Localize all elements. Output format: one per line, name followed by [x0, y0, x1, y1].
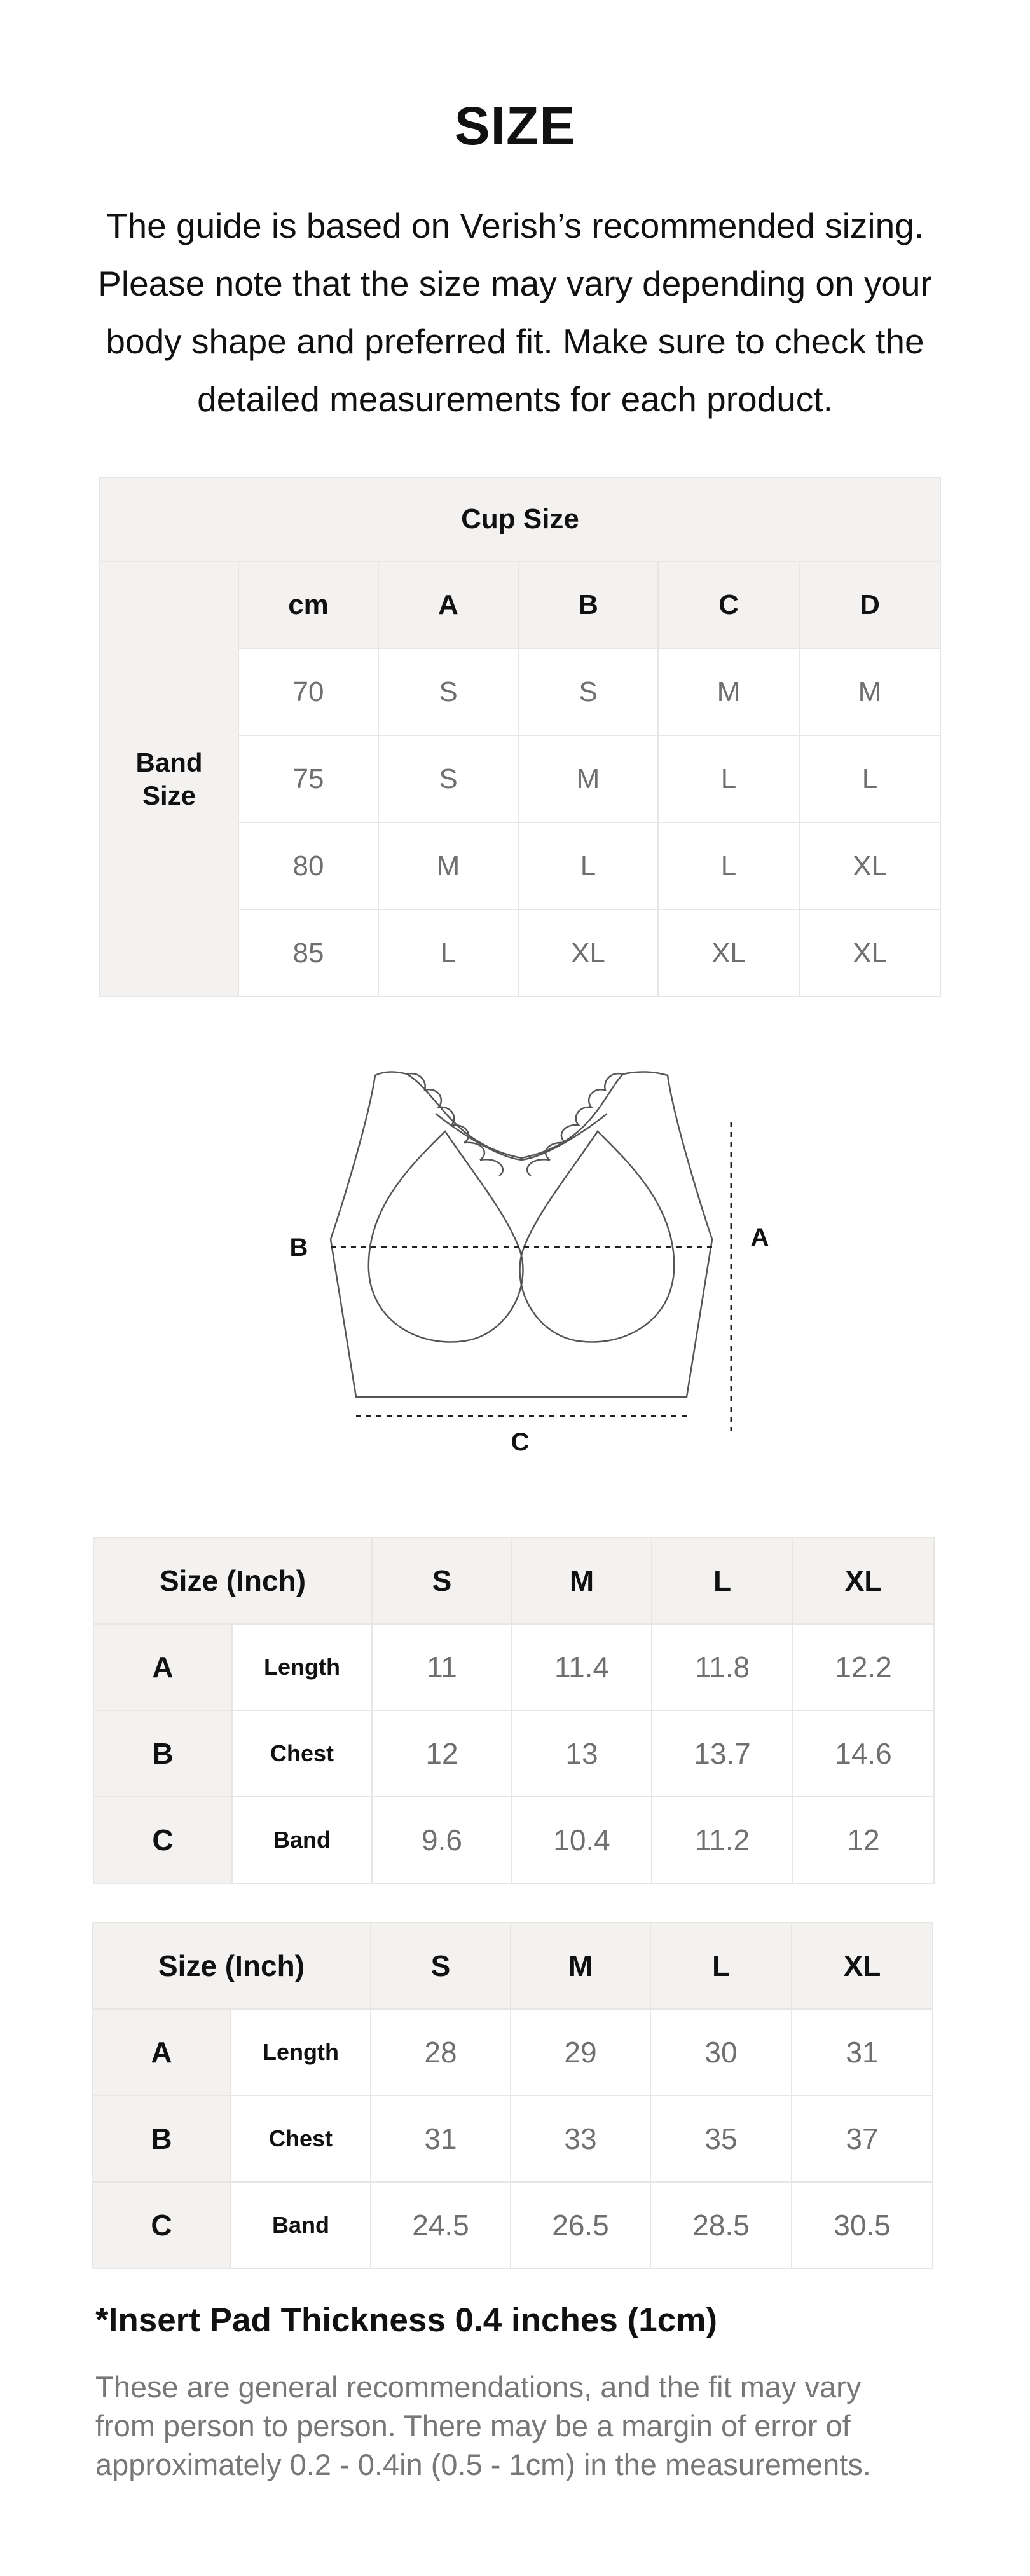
measure-value: 11.8: [652, 1624, 793, 1710]
size-cell: XL: [518, 910, 658, 997]
lace-edge-right: [527, 1073, 623, 1176]
measure-value: 31: [371, 2096, 511, 2182]
measure-key: A: [93, 1624, 232, 1710]
measure-value: 13: [512, 1710, 652, 1797]
measure-value: 11: [372, 1624, 512, 1710]
measure-value: 12.2: [793, 1624, 934, 1710]
size-cell: L: [658, 822, 799, 910]
measure-key: C: [92, 2182, 231, 2268]
garment-diagram: [0, 1055, 1030, 1462]
measure-value: 9.6: [372, 1797, 512, 1883]
band-value: 85: [238, 910, 378, 997]
table-row: [93, 1624, 934, 1710]
measure-value: 11.2: [652, 1797, 793, 1883]
size-header: XL: [793, 1537, 934, 1624]
measure-value: 12: [372, 1710, 512, 1797]
unit-header: cm: [238, 561, 378, 648]
size-cell: L: [518, 822, 658, 910]
size-cell: XL: [658, 910, 799, 997]
measure-key: B: [93, 1710, 232, 1797]
measure-value: 29: [511, 2009, 650, 2096]
measure-value: 24.5: [371, 2182, 511, 2268]
size-header: L: [652, 1537, 793, 1624]
size-cell: M: [658, 648, 799, 735]
measure-value: 11.4: [512, 1624, 652, 1710]
label-c: C: [511, 1428, 530, 1456]
disclaimer-line: from person to person. There may be a margin of error of: [95, 2409, 851, 2443]
measure-value: 12: [793, 1797, 934, 1883]
measurement-table-1: [93, 1537, 935, 1884]
intro-text: [70, 197, 960, 428]
measure-name: Band: [231, 2182, 371, 2268]
measurement-table-2: [92, 1922, 933, 2269]
label-a: A: [750, 1223, 769, 1251]
disclaimer-line: approximately 0.2 - 0.4in (0.5 - 1cm) in the measurements.: [95, 2448, 871, 2481]
measure-name: Length: [231, 2009, 371, 2096]
measure-name: Chest: [232, 1710, 372, 1797]
measure-value: 28: [371, 2009, 511, 2096]
size-cell: S: [518, 648, 658, 735]
table-row: [93, 1710, 934, 1797]
measure-name: Length: [232, 1624, 372, 1710]
measure-value: 30: [650, 2009, 792, 2096]
measure-value: 31: [792, 2009, 933, 2096]
size-cell: M: [378, 822, 518, 910]
neckline-inner: [436, 1114, 607, 1160]
measure-key: C: [93, 1797, 232, 1883]
measure-key: B: [92, 2096, 231, 2182]
size-cell: XL: [799, 822, 940, 910]
size-cell: S: [378, 648, 518, 735]
intro-line: The guide is based on Verish’s recommended sizing.: [106, 206, 924, 245]
cup-size-header: Cup Size: [100, 477, 940, 561]
page-title: SIZE: [454, 96, 576, 156]
measure-value: 28.5: [650, 2182, 792, 2268]
cup-header: B: [518, 561, 658, 648]
cup-size-table: [99, 477, 941, 997]
cup-right: [520, 1131, 675, 1342]
band-size-text: Band Size: [135, 747, 203, 810]
lace-edge-left: [407, 1073, 503, 1176]
band-value: 75: [238, 735, 378, 822]
size-inch-header: Size (Inch): [93, 1537, 372, 1624]
table-row: [92, 2009, 933, 2096]
garment-outline: [331, 1072, 712, 1397]
measure-value: 33: [511, 2096, 650, 2182]
measure-key: A: [92, 2009, 231, 2096]
intro-line: Please note that the size may vary depending on your: [98, 264, 932, 303]
table-row: [93, 1797, 934, 1883]
size-cell: L: [799, 735, 940, 822]
size-cell: L: [658, 735, 799, 822]
measure-value: 30.5: [792, 2182, 933, 2268]
measure-name: Band: [232, 1797, 372, 1883]
measure-value: 26.5: [511, 2182, 650, 2268]
size-cell: S: [378, 735, 518, 822]
measure-value: 13.7: [652, 1710, 793, 1797]
size-cell: M: [799, 648, 940, 735]
size-header: L: [650, 1923, 792, 2009]
label-b: B: [289, 1234, 308, 1262]
pad-thickness-note: *Insert Pad Thickness 0.4 inches (1cm): [95, 2301, 717, 2339]
table-row: [92, 2096, 933, 2182]
band-size-label: [100, 561, 238, 997]
size-header: M: [512, 1537, 652, 1624]
cup-header: D: [799, 561, 940, 648]
cup-header: C: [658, 561, 799, 648]
disclaimer-text: [95, 2368, 922, 2484]
measure-value: 35: [650, 2096, 792, 2182]
size-header: S: [371, 1923, 511, 2009]
disclaimer-line: These are general recommendations, and the fit may vary: [95, 2370, 862, 2404]
size-header: S: [372, 1537, 512, 1624]
measure-value: 14.6: [793, 1710, 934, 1797]
size-header: M: [511, 1923, 650, 2009]
size-cell: XL: [799, 910, 940, 997]
intro-line: body shape and preferred fit. Make sure to check the: [106, 322, 924, 361]
measure-value: 10.4: [512, 1797, 652, 1883]
table-row: [92, 2182, 933, 2268]
band-value: 70: [238, 648, 378, 735]
band-value: 80: [238, 822, 378, 910]
measure-value: 37: [792, 2096, 933, 2182]
measure-name: Chest: [231, 2096, 371, 2182]
intro-line: detailed measurements for each product.: [197, 379, 833, 419]
cup-header: A: [378, 561, 518, 648]
size-cell: M: [518, 735, 658, 822]
size-inch-header: Size (Inch): [92, 1923, 371, 2009]
size-header: XL: [792, 1923, 933, 2009]
bra-illustration: [0, 1055, 1030, 1462]
size-cell: L: [378, 910, 518, 997]
